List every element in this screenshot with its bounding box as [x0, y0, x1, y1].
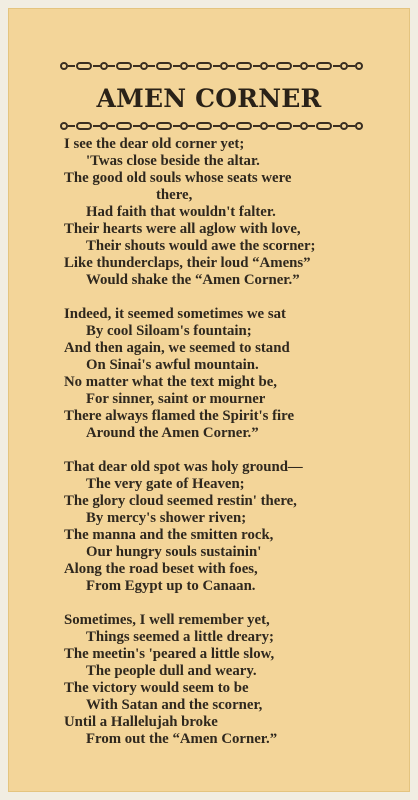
- poem-line: No matter what the text might be,: [64, 374, 278, 390]
- poem-line: From out the “Amen Corner.”: [86, 731, 278, 747]
- poem-line: The glory cloud seemed restin' there,: [64, 493, 297, 509]
- poem-line: Until a Hallelujah broke: [64, 714, 218, 730]
- poem-line: There always flamed the Spirit's fire: [64, 408, 295, 424]
- poem-line: The good old souls whose seats were: [64, 170, 292, 186]
- poem-line: The very gate of Heaven;: [86, 476, 245, 492]
- poem-card: [8, 8, 410, 792]
- stanza-1: [64, 136, 394, 289]
- poem-line: By mercy's shower riven;: [86, 510, 247, 526]
- poem-line: And then again, we seemed to stand: [64, 340, 290, 356]
- poem-line: Their shouts would awe the scorner;: [86, 238, 316, 254]
- poem-line: there,: [156, 187, 193, 203]
- poem-line: That dear old spot was holy ground—: [64, 459, 303, 475]
- poem-line: With Satan and the scorner,: [86, 697, 263, 713]
- stanza-2: [64, 306, 394, 442]
- stanza-4: [64, 612, 394, 748]
- poem-line: Our hungry souls sustainin': [86, 544, 262, 560]
- top-ornament-border: [8, 60, 410, 72]
- poem-line: Would shake the “Amen Corner.”: [86, 272, 300, 288]
- poem-line: The manna and the smitten rock,: [64, 527, 274, 543]
- bottom-ornament-border: [8, 120, 410, 132]
- poem-line: By cool Siloam's fountain;: [86, 323, 252, 339]
- poem-line: For sinner, saint or mourner: [86, 391, 266, 407]
- poem-line: From Egypt up to Canaan.: [86, 578, 256, 594]
- poem-line: Their hearts were all aglow with love,: [64, 221, 301, 237]
- poem-line: Had faith that wouldn't falter.: [86, 204, 276, 220]
- poem-line: The meetin's 'peared a little slow,: [64, 646, 275, 662]
- poem-line: The people dull and weary.: [86, 663, 257, 679]
- poem-line: Along the road beset with foes,: [64, 561, 258, 577]
- poem-line: Like thunderclaps, their loud “Amens”: [64, 255, 311, 271]
- poem-line: Around the Amen Corner.”: [86, 425, 259, 441]
- poem-title: AMEN CORNER: [96, 84, 322, 113]
- poem-line: I see the dear old corner yet;: [64, 136, 245, 152]
- poem-line: 'Twas close beside the altar.: [86, 153, 260, 169]
- poem-line: The victory would seem to be: [64, 680, 249, 696]
- poem-line: On Sinai's awful mountain.: [86, 357, 259, 373]
- poem-body: [64, 136, 394, 765]
- poem-line: Indeed, it seemed sometimes we sat: [64, 306, 286, 322]
- poem-line: Things seemed a little dreary;: [86, 629, 274, 645]
- poem-line: Sometimes, I well remember yet,: [64, 612, 270, 628]
- stanza-3: [64, 459, 394, 595]
